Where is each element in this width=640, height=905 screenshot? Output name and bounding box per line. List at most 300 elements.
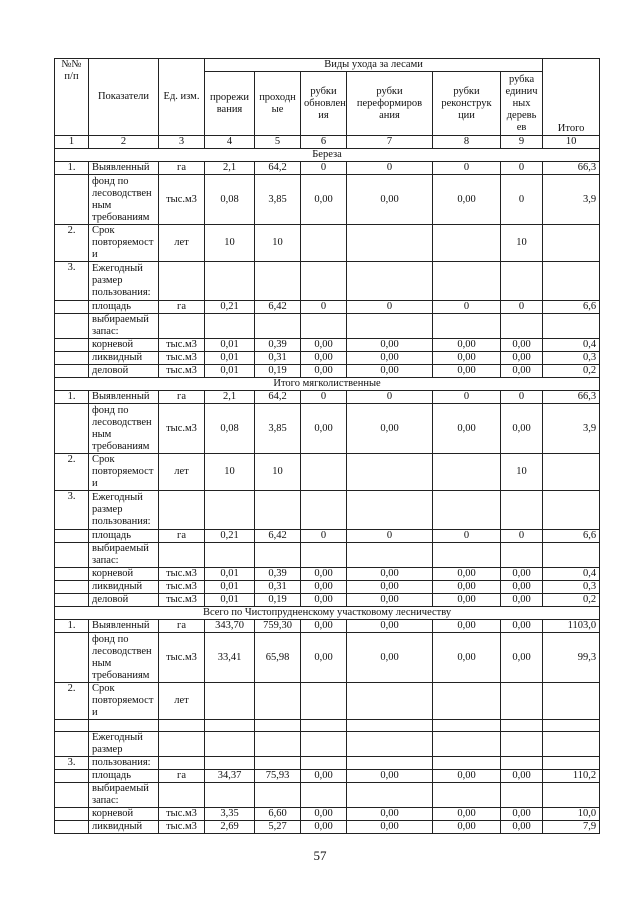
value-cell (255, 783, 301, 808)
table-row (55, 757, 600, 770)
value-cell: 0,00 (501, 821, 543, 834)
column-number: 9 (501, 136, 543, 149)
row-number: 3. (55, 491, 89, 530)
value-cell: 0 (433, 301, 501, 314)
value-cell (255, 720, 301, 732)
value-cell: 65,98 (255, 633, 301, 683)
value-cell: 0,00 (501, 404, 543, 454)
value-cell: 0,00 (301, 365, 347, 378)
value-cell: 0,00 (433, 568, 501, 581)
value-cell: 0,00 (433, 620, 501, 633)
row-total-cell (543, 757, 600, 770)
value-cell (255, 491, 301, 530)
value-cell: 0,00 (301, 633, 347, 683)
row-label: фонд по лесоводствен ным требованиям (89, 404, 159, 454)
value-cell (501, 783, 543, 808)
table-row (55, 720, 600, 732)
value-cell (433, 732, 501, 757)
value-cell: 6,42 (255, 530, 301, 543)
value-cell (205, 491, 255, 530)
row-label: выбираемый запас: (89, 783, 159, 808)
row-unit (159, 314, 205, 339)
header-group: Виды ухода за лесами (205, 59, 543, 72)
value-cell: 0,00 (301, 808, 347, 821)
value-cell (501, 491, 543, 530)
value-cell (255, 757, 301, 770)
value-cell: 0 (433, 162, 501, 175)
row-label: Ежегодный размер (89, 732, 159, 757)
value-cell (255, 683, 301, 720)
row-number (55, 633, 89, 683)
value-cell: 343,70 (205, 620, 255, 633)
value-cell (301, 225, 347, 262)
value-cell (347, 757, 433, 770)
row-total-cell: 99,3 (543, 633, 600, 683)
value-cell: 0,00 (433, 770, 501, 783)
value-cell (347, 225, 433, 262)
row-number (55, 732, 89, 757)
row-unit: тыс.м3 (159, 808, 205, 821)
row-number (55, 404, 89, 454)
row-unit: лет (159, 683, 205, 720)
row-number: 1. (55, 391, 89, 404)
value-cell: 0,00 (433, 404, 501, 454)
row-label: выбираемый запас: (89, 543, 159, 568)
row-total-cell (543, 225, 600, 262)
row-label: деловой (89, 365, 159, 378)
value-cell (347, 491, 433, 530)
value-cell (347, 454, 433, 491)
value-cell: 0 (347, 391, 433, 404)
row-number (55, 543, 89, 568)
value-cell (347, 543, 433, 568)
row-number (55, 314, 89, 339)
column-number: 5 (255, 136, 301, 149)
value-cell (301, 454, 347, 491)
table-row (55, 543, 600, 568)
table-row (55, 783, 600, 808)
header-col-reconstruction: рубки реконструк ции (433, 72, 501, 136)
value-cell: 0,00 (347, 581, 433, 594)
value-cell: 0 (347, 530, 433, 543)
row-number: 2. (55, 683, 89, 720)
row-number (55, 808, 89, 821)
value-cell: 0,00 (347, 633, 433, 683)
value-cell: 0,00 (433, 581, 501, 594)
column-number: 8 (433, 136, 501, 149)
row-unit: га (159, 620, 205, 633)
value-cell: 64,2 (255, 391, 301, 404)
header-unit: Ед. изм. (159, 59, 205, 136)
value-cell: 10 (255, 454, 301, 491)
header-col-thinning: прорежи вания (205, 72, 255, 136)
value-cell: 0,00 (433, 821, 501, 834)
value-cell: 0,19 (255, 594, 301, 607)
column-number: 3 (159, 136, 205, 149)
value-cell: 0,00 (501, 620, 543, 633)
row-label: ликвидный (89, 581, 159, 594)
row-total-cell: 7,9 (543, 821, 600, 834)
header-total: Итого (543, 59, 600, 136)
value-cell: 759,30 (255, 620, 301, 633)
value-cell: 10 (501, 454, 543, 491)
table-row (55, 770, 600, 783)
value-cell: 0,00 (433, 352, 501, 365)
row-number: 1. (55, 162, 89, 175)
value-cell: 0,00 (301, 594, 347, 607)
value-cell: 0,00 (301, 339, 347, 352)
value-cell (205, 262, 255, 301)
row-label: площадь (89, 301, 159, 314)
value-cell: 0 (301, 162, 347, 175)
value-cell (347, 720, 433, 732)
value-cell: 0,21 (205, 530, 255, 543)
row-total-cell: 66,3 (543, 391, 600, 404)
row-number (55, 301, 89, 314)
value-cell: 0,00 (301, 770, 347, 783)
value-cell (301, 720, 347, 732)
value-cell: 0,39 (255, 568, 301, 581)
value-cell: 0,00 (501, 633, 543, 683)
row-number (55, 339, 89, 352)
row-unit: га (159, 162, 205, 175)
table-row (55, 404, 600, 454)
value-cell: 0,21 (205, 301, 255, 314)
row-total-cell (543, 454, 600, 491)
row-total-cell: 3,9 (543, 175, 600, 225)
row-total-cell: 0,3 (543, 581, 600, 594)
row-label: Срок повторяемост и (89, 683, 159, 720)
value-cell: 75,93 (255, 770, 301, 783)
value-cell: 0,01 (205, 594, 255, 607)
value-cell: 0 (501, 175, 543, 225)
row-label: Ежегодный размер пользования: (89, 491, 159, 530)
row-number (55, 568, 89, 581)
value-cell: 6,42 (255, 301, 301, 314)
value-cell (205, 543, 255, 568)
row-number (55, 581, 89, 594)
row-label: Выявленный (89, 620, 159, 633)
row-total-cell: 1103,0 (543, 620, 600, 633)
table-row (55, 594, 600, 607)
row-unit: тыс.м3 (159, 594, 205, 607)
value-cell: 64,2 (255, 162, 301, 175)
row-total-cell (543, 683, 600, 720)
value-cell: 0,01 (205, 568, 255, 581)
value-cell (205, 732, 255, 757)
value-cell (433, 262, 501, 301)
value-cell: 0,00 (301, 620, 347, 633)
table-row (55, 732, 600, 757)
row-total-cell (543, 732, 600, 757)
row-number (55, 783, 89, 808)
value-cell: 0,00 (501, 365, 543, 378)
section-row (55, 607, 600, 620)
value-cell: 0,01 (205, 352, 255, 365)
row-label: площадь (89, 770, 159, 783)
value-cell (205, 683, 255, 720)
value-cell: 0,00 (501, 770, 543, 783)
value-cell: 0,00 (301, 352, 347, 365)
row-label: деловой (89, 594, 159, 607)
value-cell: 0,00 (433, 175, 501, 225)
column-numbers-row (55, 136, 600, 149)
value-cell: 0,00 (347, 594, 433, 607)
row-total-cell: 0,4 (543, 568, 600, 581)
value-cell (205, 757, 255, 770)
row-total-cell (543, 491, 600, 530)
table-row (55, 568, 600, 581)
value-cell: 6,60 (255, 808, 301, 821)
value-cell (433, 720, 501, 732)
value-cell: 0 (501, 301, 543, 314)
value-cell (301, 757, 347, 770)
value-cell (301, 732, 347, 757)
value-cell: 0 (301, 530, 347, 543)
value-cell: 0 (347, 301, 433, 314)
value-cell (501, 314, 543, 339)
value-cell: 0,00 (301, 821, 347, 834)
value-cell: 2,69 (205, 821, 255, 834)
value-cell: 0,01 (205, 339, 255, 352)
table-row (55, 633, 600, 683)
value-cell: 0 (501, 530, 543, 543)
row-number: 1. (55, 620, 89, 633)
value-cell (347, 314, 433, 339)
row-label: Ежегодный размер пользования: (89, 262, 159, 301)
row-total-cell: 10,0 (543, 808, 600, 821)
value-cell (433, 757, 501, 770)
value-cell: 33,41 (205, 633, 255, 683)
table-row (55, 352, 600, 365)
value-cell: 0,01 (205, 581, 255, 594)
row-label: Выявленный (89, 391, 159, 404)
value-cell: 0,00 (501, 352, 543, 365)
table-row (55, 262, 600, 301)
row-number (55, 720, 89, 732)
row-unit (159, 783, 205, 808)
value-cell: 0,00 (347, 568, 433, 581)
value-cell (255, 732, 301, 757)
row-number: 2. (55, 225, 89, 262)
row-unit (159, 491, 205, 530)
value-cell: 0 (347, 162, 433, 175)
value-cell: 2,1 (205, 391, 255, 404)
row-total-cell: 6,6 (543, 530, 600, 543)
row-unit (159, 543, 205, 568)
value-cell: 0,00 (347, 770, 433, 783)
row-unit (159, 732, 205, 757)
value-cell (433, 454, 501, 491)
value-cell (301, 314, 347, 339)
value-cell: 0,39 (255, 339, 301, 352)
value-cell: 0,00 (433, 365, 501, 378)
value-cell: 0,00 (347, 404, 433, 454)
row-unit: тыс.м3 (159, 581, 205, 594)
header-col-reformation: рубки переформиров ания (347, 72, 433, 136)
value-cell (501, 732, 543, 757)
table-row (55, 808, 600, 821)
value-cell: 0,00 (433, 339, 501, 352)
row-number (55, 352, 89, 365)
row-number: 2. (55, 454, 89, 491)
value-cell: 0 (301, 301, 347, 314)
value-cell (433, 491, 501, 530)
row-unit: тыс.м3 (159, 352, 205, 365)
row-total-cell: 6,6 (543, 301, 600, 314)
value-cell: 0,00 (433, 633, 501, 683)
value-cell: 0,00 (501, 808, 543, 821)
page-number: 57 (313, 848, 327, 863)
row-number (55, 821, 89, 834)
row-total-cell: 0,2 (543, 594, 600, 607)
row-label: Срок повторяемост и (89, 225, 159, 262)
row-unit: тыс.м3 (159, 633, 205, 683)
forest-care-table (54, 58, 600, 834)
value-cell: 2,1 (205, 162, 255, 175)
value-cell (501, 543, 543, 568)
table-row (55, 314, 600, 339)
value-cell (347, 783, 433, 808)
value-cell: 0,00 (301, 175, 347, 225)
row-number (55, 365, 89, 378)
value-cell (433, 543, 501, 568)
row-unit: тыс.м3 (159, 568, 205, 581)
value-cell: 0,00 (347, 808, 433, 821)
value-cell: 34,37 (205, 770, 255, 783)
row-number (55, 770, 89, 783)
column-number: 4 (205, 136, 255, 149)
row-number: 3. (55, 757, 89, 770)
table-row (55, 491, 600, 530)
row-unit (159, 262, 205, 301)
value-cell (255, 262, 301, 301)
value-cell: 0 (301, 391, 347, 404)
row-unit: тыс.м3 (159, 339, 205, 352)
value-cell (501, 720, 543, 732)
table-body (55, 59, 600, 834)
value-cell (301, 262, 347, 301)
row-total-cell (543, 543, 600, 568)
value-cell: 0,08 (205, 175, 255, 225)
value-cell (255, 543, 301, 568)
value-cell: 3,35 (205, 808, 255, 821)
value-cell: 0 (501, 162, 543, 175)
row-total-cell: 66,3 (543, 162, 600, 175)
value-cell: 0,00 (347, 339, 433, 352)
row-label: ликвидный (89, 352, 159, 365)
value-cell (301, 491, 347, 530)
row-unit: тыс.м3 (159, 821, 205, 834)
value-cell: 3,85 (255, 175, 301, 225)
table-row (55, 683, 600, 720)
value-cell: 0 (433, 530, 501, 543)
row-label: Выявленный (89, 162, 159, 175)
value-cell: 0,00 (347, 175, 433, 225)
table-row (55, 530, 600, 543)
value-cell: 0,00 (501, 568, 543, 581)
header-col-renewal: рубки обновлен ия (301, 72, 347, 136)
value-cell: 0,00 (347, 620, 433, 633)
value-cell: 3,85 (255, 404, 301, 454)
row-total-cell: 0,3 (543, 352, 600, 365)
column-number: 7 (347, 136, 433, 149)
table-row (55, 391, 600, 404)
row-label: площадь (89, 530, 159, 543)
value-cell: 0,01 (205, 365, 255, 378)
value-cell: 10 (205, 454, 255, 491)
header-col-single-trees: рубка единич ных деревь ев (501, 72, 543, 136)
column-number: 6 (301, 136, 347, 149)
table-row (55, 620, 600, 633)
row-label: Срок повторяемост и (89, 454, 159, 491)
value-cell: 0,00 (347, 365, 433, 378)
header-num: №№ п/п (55, 59, 89, 136)
table-row (55, 581, 600, 594)
value-cell: 0,00 (501, 594, 543, 607)
value-cell (501, 683, 543, 720)
value-cell (205, 783, 255, 808)
section-title: Итого мягколиственные (55, 378, 600, 391)
value-cell: 0 (501, 391, 543, 404)
value-cell: 0,00 (347, 821, 433, 834)
value-cell: 0,00 (433, 808, 501, 821)
value-cell: 0,00 (433, 594, 501, 607)
value-cell (433, 314, 501, 339)
row-unit: лет (159, 454, 205, 491)
value-cell: 0,00 (501, 339, 543, 352)
row-label: выбираемый запас: (89, 314, 159, 339)
row-total-cell (543, 314, 600, 339)
row-number: 3. (55, 262, 89, 301)
row-unit: га (159, 770, 205, 783)
row-number (55, 594, 89, 607)
value-cell (255, 314, 301, 339)
row-unit: га (159, 530, 205, 543)
column-number: 10 (543, 136, 600, 149)
value-cell (433, 225, 501, 262)
value-cell (501, 262, 543, 301)
row-label (89, 720, 159, 732)
header-indicators: Показатели (89, 59, 159, 136)
row-label: корневой (89, 568, 159, 581)
row-unit: тыс.м3 (159, 175, 205, 225)
table-row (55, 162, 600, 175)
value-cell (301, 683, 347, 720)
value-cell (501, 757, 543, 770)
value-cell: 0,00 (301, 568, 347, 581)
row-total-cell (543, 262, 600, 301)
row-label: фонд по лесоводствен ным требованиям (89, 633, 159, 683)
value-cell (205, 314, 255, 339)
row-total-cell: 3,9 (543, 404, 600, 454)
value-cell: 0,31 (255, 352, 301, 365)
table-row (55, 454, 600, 491)
row-unit (159, 720, 205, 732)
value-cell (347, 683, 433, 720)
row-unit: лет (159, 225, 205, 262)
row-number (55, 175, 89, 225)
section-title: Всего по Чистопрудненскому участковому лесничеству (55, 607, 600, 620)
row-unit: га (159, 301, 205, 314)
value-cell: 0,00 (347, 352, 433, 365)
row-total-cell (543, 720, 600, 732)
section-title: Береза (55, 149, 600, 162)
table-row (55, 821, 600, 834)
value-cell: 10 (255, 225, 301, 262)
value-cell: 0,08 (205, 404, 255, 454)
value-cell (347, 732, 433, 757)
